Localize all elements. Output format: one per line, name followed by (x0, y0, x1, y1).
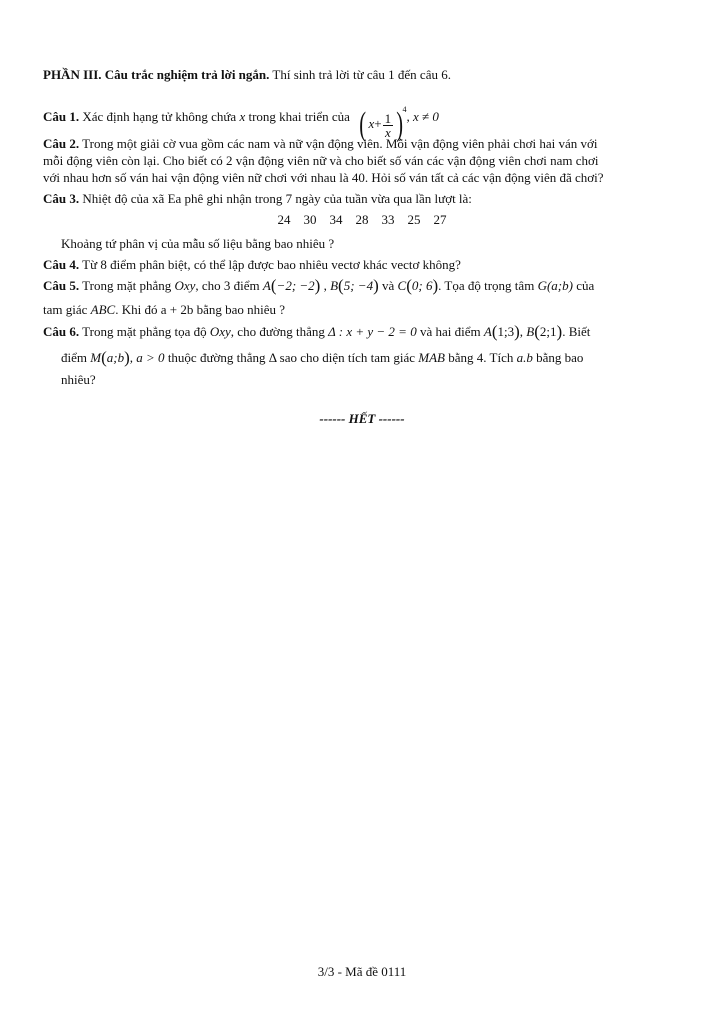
q3-label: Câu 3. (43, 191, 80, 206)
point-m: M (90, 350, 102, 365)
q4-text: Từ 8 điểm phân biệt, có thể lập được bao nhiêu vectơ khác vectơ không? (79, 257, 461, 272)
question-4 (43, 257, 461, 273)
question-2-line-2: mỗi động viên còn lại. Cho biết có 2 vận động viên nữ và cho biết số ván các vận động viên chơi nam chơi (43, 153, 599, 168)
q6-l2-b: thuộc đường thẳng (164, 350, 269, 365)
question-5-line-2 (43, 302, 285, 318)
q6-t1: Trong mặt phẳng tọa độ (79, 324, 210, 339)
q1-text: Xác định hạng tử không chứa (79, 109, 240, 124)
q1-text2: trong khai triển của (245, 109, 350, 124)
q4-label: Câu 4. (43, 257, 80, 272)
page-footer: 3/3 - Mã đề 0111 (317, 964, 407, 979)
q6-t2: , cho đường thẳng (230, 324, 329, 339)
expr-plus: + (374, 116, 382, 131)
q6-l2-a: điểm (61, 350, 91, 365)
question-6-line-2: điểm M(a;b), a > 0 thuộc đường thẳng Δ sao cho diện tích tam giác MAB bằng 4. Tích a.b bằng bao (61, 348, 584, 367)
point-m-condition: , a > 0 (129, 350, 165, 365)
q6-comma: , (519, 324, 527, 339)
q3-text: Nhiệt độ của xã Ea phê ghi nhận trong 7 ngày của tuần vừa qua lần lượt là: (79, 191, 472, 206)
q2-text-1: Trong một giải cờ vua gồm các nam và nữ vận động viên. Mỗi vận động viên phải chơi hai ván với (79, 136, 598, 151)
q5-t4: và (378, 278, 398, 293)
q5-line2-a: tam giác (43, 302, 91, 317)
point-c: C (397, 278, 407, 293)
q5-t5: . Tọa độ trọng tâm (438, 278, 538, 293)
fraction-numerator: 1 (384, 110, 392, 126)
q6-point-b-coords: 2;1 (539, 324, 557, 339)
exponent: 4 (402, 105, 407, 114)
point-c-coords: 0; 6 (411, 278, 433, 293)
question-6-line-1: Câu 6. Trong mặt phẳng tọa độ Oxy, cho đường thẳng Δ : x + y − 2 = 0 và hai điểm A(1;3), B(2;1). Biết (43, 322, 591, 341)
point-a: A (262, 278, 271, 293)
q5-t2: , cho 3 điểm (195, 278, 263, 293)
point-a-coords: −2; −2 (276, 278, 315, 293)
triangle-mab: MAB (418, 350, 445, 365)
q5-oxy: Oxy (174, 278, 196, 293)
product-ab: a.b (516, 350, 533, 365)
point-g: G(a;b) (537, 278, 573, 293)
end-mark: ------ HẾT ------ (319, 411, 405, 426)
line-equation: Δ : x + y − 2 = 0 (328, 324, 417, 339)
q5-line2-b: . Khi đó a + 2b bằng bao nhiêu ? (115, 302, 286, 317)
q6-l2-c: sao cho diện tích tam giác (276, 350, 419, 365)
q6-point-a: A (483, 324, 492, 339)
q5-t6: của (572, 278, 595, 293)
q6-t4: . Biết (562, 324, 591, 339)
section-instruction: Thí sinh trả lời từ câu 1 đến câu 6. (269, 67, 451, 82)
q1-condition: , x ≠ 0 (406, 109, 439, 124)
q5-t3: , (320, 278, 331, 293)
question-6-line-3: nhiêu? (61, 372, 96, 387)
q1-expression (357, 96, 407, 144)
question-5-line-1: Câu 5. Trong mặt phẳng Oxy, cho 3 điểm A(−2; −2) , B(5; −4) và C(0; 6). Tọa độ trọng tâm G(a;b) của (43, 276, 595, 295)
q6-t3: và hai điểm (416, 324, 484, 339)
point-b: B (330, 278, 339, 293)
expr-x: x (368, 116, 375, 131)
q5-t1: Trong mặt phẳng (79, 278, 175, 293)
right-paren: ) (396, 106, 404, 144)
point-m-coords: a;b (106, 350, 125, 365)
q1-label: Câu 1. (43, 109, 80, 124)
left-paren: ( (359, 106, 367, 144)
q6-point-b: B (526, 324, 535, 339)
question-2-line-1 (43, 136, 597, 152)
fraction (383, 112, 394, 139)
q5-label: Câu 5. (43, 278, 80, 293)
q1-var: x (239, 109, 246, 124)
q3-question: Khoảng tứ phân vị của mẫu số liệu bằng bao nhiêu ? (61, 236, 335, 251)
q6-label: Câu 6. (43, 324, 80, 339)
question-3 (43, 191, 472, 207)
q3-data-row: 24 30 34 28 33 25 27 (277, 212, 447, 227)
point-b-coords: 5; −4 (343, 278, 374, 293)
q6-point-a-coords: 1;3 (497, 324, 515, 339)
section-title: PHẦN III. Câu trắc nghiệm trả lời ngắn. (43, 67, 270, 82)
triangle-abc: ABC (90, 302, 116, 317)
delta-symbol: Δ (268, 350, 277, 365)
q2-label: Câu 2. (43, 136, 80, 151)
question-2-line-3: với nhau hơn số ván hai vận động viên nữ chơi với nhau là 40. Hỏi số ván tất cả các vận động viên đã chơi? (43, 170, 604, 185)
fraction-denominator: x (384, 124, 391, 140)
section-heading (43, 67, 451, 83)
q6-oxy: Oxy (209, 324, 231, 339)
q6-l2-d: bằng 4. Tích (445, 350, 517, 365)
q6-l2-e: bằng bao (532, 350, 584, 365)
